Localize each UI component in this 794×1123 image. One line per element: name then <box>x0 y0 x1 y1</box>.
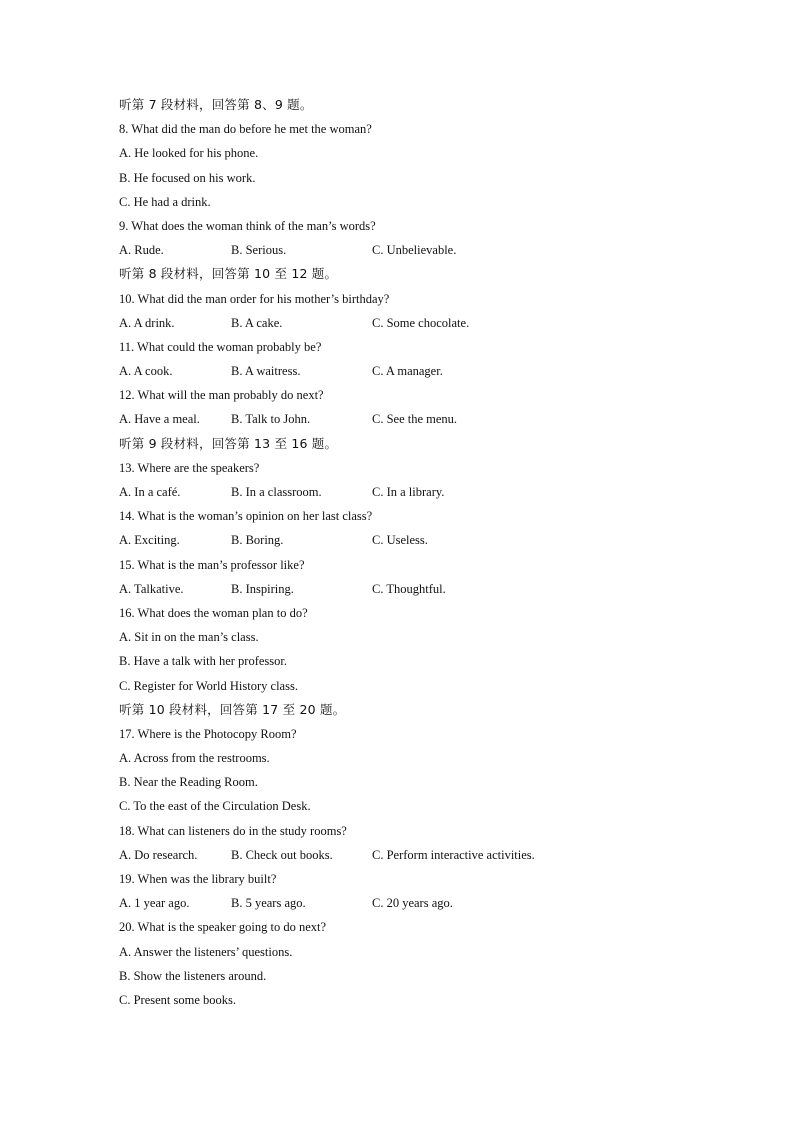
answer-option-c: C. Perform interactive activities. <box>372 847 535 862</box>
listening-questions <box>119 95 719 1014</box>
answer-options-row <box>119 530 719 554</box>
answer-option-b: B. Have a talk with her professor. <box>119 654 288 669</box>
answer-options-row <box>119 313 719 337</box>
question-text: 20. What is the speaker going to do next? <box>119 920 327 935</box>
answer-option-b: B. Talk to John. <box>231 412 311 427</box>
question-text: 8. What did the man do before he met the woman? <box>119 122 372 137</box>
answer-option-a: A. Talkative. <box>119 581 184 596</box>
answer-option-b: B. Boring. <box>231 533 284 548</box>
answer-option-b: B. Inspiring. <box>231 581 294 596</box>
answer-option-c: C. A manager. <box>372 364 443 379</box>
question-text: 19. When was the library built? <box>119 872 277 886</box>
question-text: 12. What will the man probably do next? <box>119 388 324 403</box>
answer-options-row <box>119 361 719 385</box>
answer-option-b: B. A waitress. <box>231 364 301 379</box>
answer-option-a: A. Across from the restrooms. <box>119 751 270 766</box>
answer-option-c: C. In a library. <box>372 485 445 499</box>
answer-option-a: A. Exciting. <box>119 533 180 548</box>
answer-option-c: C. Unbelievable. <box>372 243 457 258</box>
answer-option-c: C. Some chocolate. <box>372 315 470 330</box>
answer-option-a: A. A drink. <box>119 315 175 330</box>
answer-option-b: B. A cake. <box>231 315 283 330</box>
answer-option-a: A. He looked for his phone. <box>119 146 259 161</box>
section-heading: 听第 8 段材料，回答第 10 至 12 题。 <box>119 266 338 282</box>
question-text: 11. What could the woman probably be? <box>119 339 322 354</box>
section-heading: 听第 7 段材料，回答第 8、9 题。 <box>119 97 313 112</box>
answer-option-a: A. Sit in on the man’s class. <box>119 630 259 645</box>
answer-options-row <box>119 579 719 603</box>
answer-option-b: B. In a classroom. <box>231 485 322 499</box>
answer-option-b: B. He focused on his work. <box>119 170 256 185</box>
answer-option-b: B. 5 years ago. <box>231 896 306 911</box>
answer-option-c: C. Register for World History class. <box>119 678 298 693</box>
answer-option-c: C. 20 years ago. <box>372 896 453 911</box>
answer-option-c: C. To the east of the Circulation Desk. <box>119 799 311 814</box>
section-heading: 听第 9 段材料，回答第 13 至 16 题。 <box>119 435 338 451</box>
answer-option-a: A. 1 year ago. <box>119 896 190 911</box>
question-text: 17. Where is the Photocopy Room? <box>119 726 297 741</box>
question-text: 13. Where are the speakers? <box>119 460 260 475</box>
question-text: 14. What is the woman’s opinion on her last class? <box>119 509 373 524</box>
answer-options-row <box>119 893 719 917</box>
answer-option-a: A. In a café. <box>119 485 181 499</box>
answer-option-a: A. Have a meal. <box>119 412 200 427</box>
section-heading: 听第 10 段材料，回答第 17 至 20 题。 <box>119 701 346 717</box>
question-text: 18. What can listeners do in the study rooms? <box>119 823 347 838</box>
answer-options-row <box>119 845 719 869</box>
answer-options-row <box>119 409 719 433</box>
answer-option-a: A. A cook. <box>119 364 173 379</box>
answer-option-a: A. Rude. <box>119 243 164 258</box>
answer-option-a: A. Do research. <box>119 847 198 862</box>
answer-option-c: C. Useless. <box>372 533 428 548</box>
answer-option-c: C. Present some books. <box>119 992 237 1007</box>
answer-option-a: A. Answer the listeners’ questions. <box>119 944 293 959</box>
answer-option-c: C. See the menu. <box>372 412 458 427</box>
question-text: 9. What does the woman think of the man’s words? <box>119 218 376 233</box>
question-text: 15. What is the man’s professor like? <box>119 557 305 572</box>
answer-option-b: B. Check out books. <box>231 847 333 862</box>
answer-option-c: C. He had a drink. <box>119 194 211 209</box>
question-text: 16. What does the woman plan to do? <box>119 605 308 620</box>
question-text: 10. What did the man order for his mother’s birthday? <box>119 291 390 306</box>
answer-option-b: B. Near the Reading Room. <box>119 775 258 790</box>
answer-options-row <box>119 482 719 506</box>
answer-option-b: B. Show the listeners around. <box>119 968 267 983</box>
answer-option-b: B. Serious. <box>231 243 287 258</box>
answer-options-row <box>119 240 719 264</box>
answer-option-c: C. Thoughtful. <box>372 581 446 596</box>
